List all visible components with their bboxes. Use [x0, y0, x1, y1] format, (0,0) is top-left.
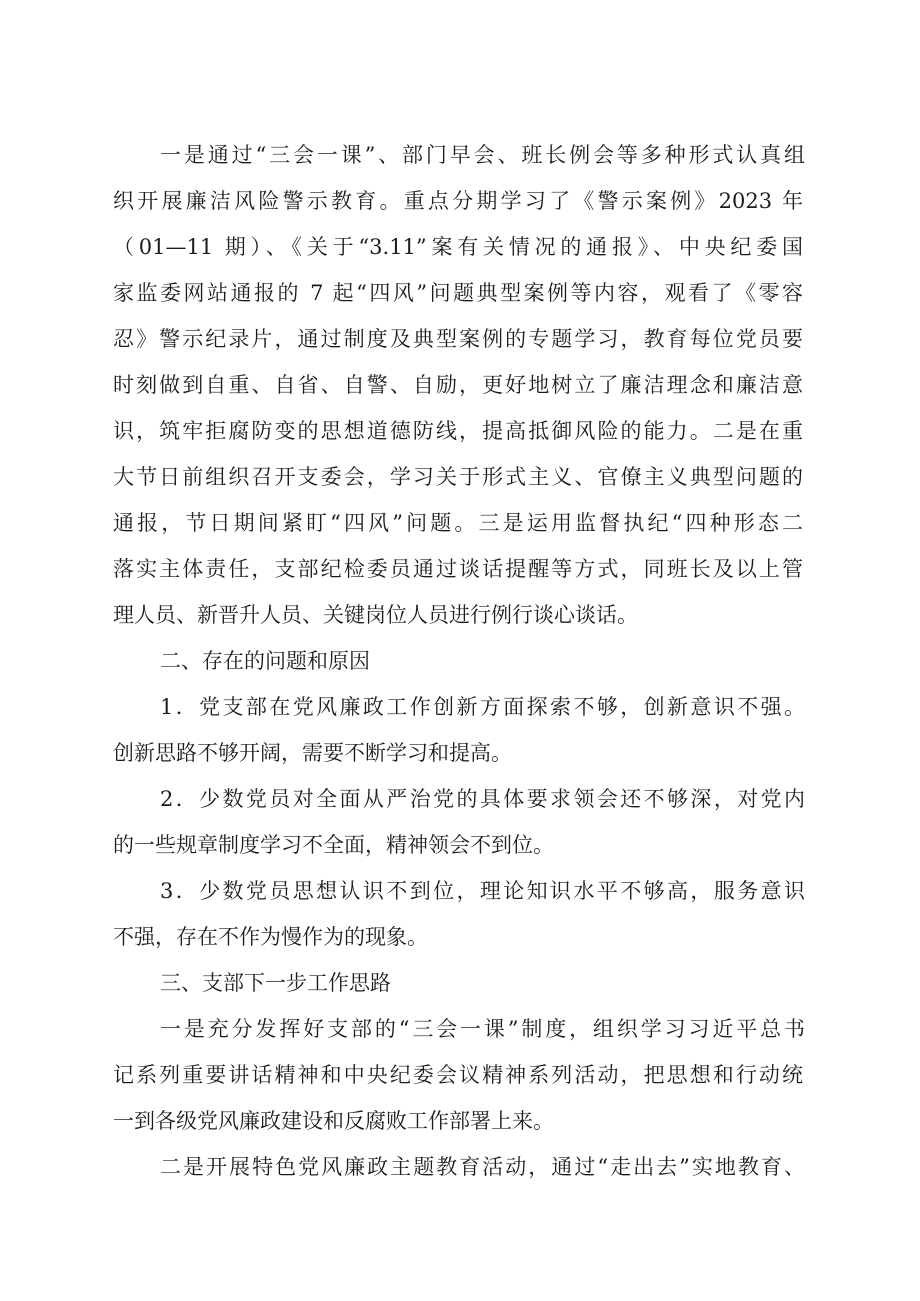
paragraph-line: 一是通过“三会一课”、部门早会、班长例会等多种形式认真组: [160, 143, 805, 167]
list-item-line: 的一些规章制度学习不全面，精神领会不到位。: [113, 833, 554, 857]
paragraph-line: 织开展廉洁风险警示教育。重点分期学习了《警示案例》2023 年: [113, 189, 803, 213]
paragraph-line: （01—11 期）、《关于“3.11”案有关情况的通报》、中央纪委国: [113, 235, 803, 259]
paragraph-line: 记系列重要讲话精神和中央纪委会议精神系列活动，把思想和行动统: [113, 1063, 803, 1087]
paragraph-line: 时刻做到自重、自省、自警、自励，更好地树立了廉洁理念和廉洁意: [113, 373, 803, 397]
section-heading: 三、支部下一步工作思路: [160, 971, 391, 995]
paragraph-line: 通报，节日期间紧盯“四风”问题。三是运用监督执纪“四种形态二: [113, 511, 803, 535]
list-item-line: 3．少数党员思想认识不到位，理论知识水平不够高，服务意识: [160, 879, 805, 903]
list-item-line: 不强，存在不作为慢作为的现象。: [113, 925, 428, 949]
list-item-line: 1．党支部在党风廉政工作创新方面探索不够，创新意识不强。: [160, 695, 805, 719]
section-heading: 二、存在的问题和原因: [160, 649, 370, 673]
list-item-line: 创新思路不够开阔，需要不断学习和提高。: [113, 741, 512, 765]
paragraph-line: 家监委网站通报的 7 起“四风”问题典型案例等内容，观看了《零容: [113, 281, 803, 305]
paragraph-line: 理人员、新晋升人员、关键岗位人员进行例行谈心谈话。: [113, 603, 638, 627]
paragraph-line: 识，筑牢拒腐防变的思想道德防线，提高抵御风险的能力。二是在重: [113, 419, 803, 443]
paragraph-line: 大节日前组织召开支委会，学习关于形式主义、官僚主义典型问题的: [113, 465, 803, 489]
list-item-line: 2．少数党员对全面从严治党的具体要求领会还不够深，对党内: [160, 787, 805, 811]
paragraph-line: 二是开展特色党风廉政主题教育活动，通过“走出去”实地教育、: [160, 1155, 805, 1179]
paragraph-line: 忍》警示纪录片，通过制度及典型案例的专题学习，教育每位党员要: [113, 327, 803, 351]
paragraph-line: 落实主体责任，支部纪检委员通过谈话提醒等方式，同班长及以上管: [113, 557, 803, 581]
paragraph-line: 一到各级党风廉政建设和反腐败工作部署上来。: [113, 1109, 554, 1133]
paragraph-line: 一是充分发挥好支部的“三会一课”制度，组织学习习近平总书: [160, 1017, 805, 1041]
